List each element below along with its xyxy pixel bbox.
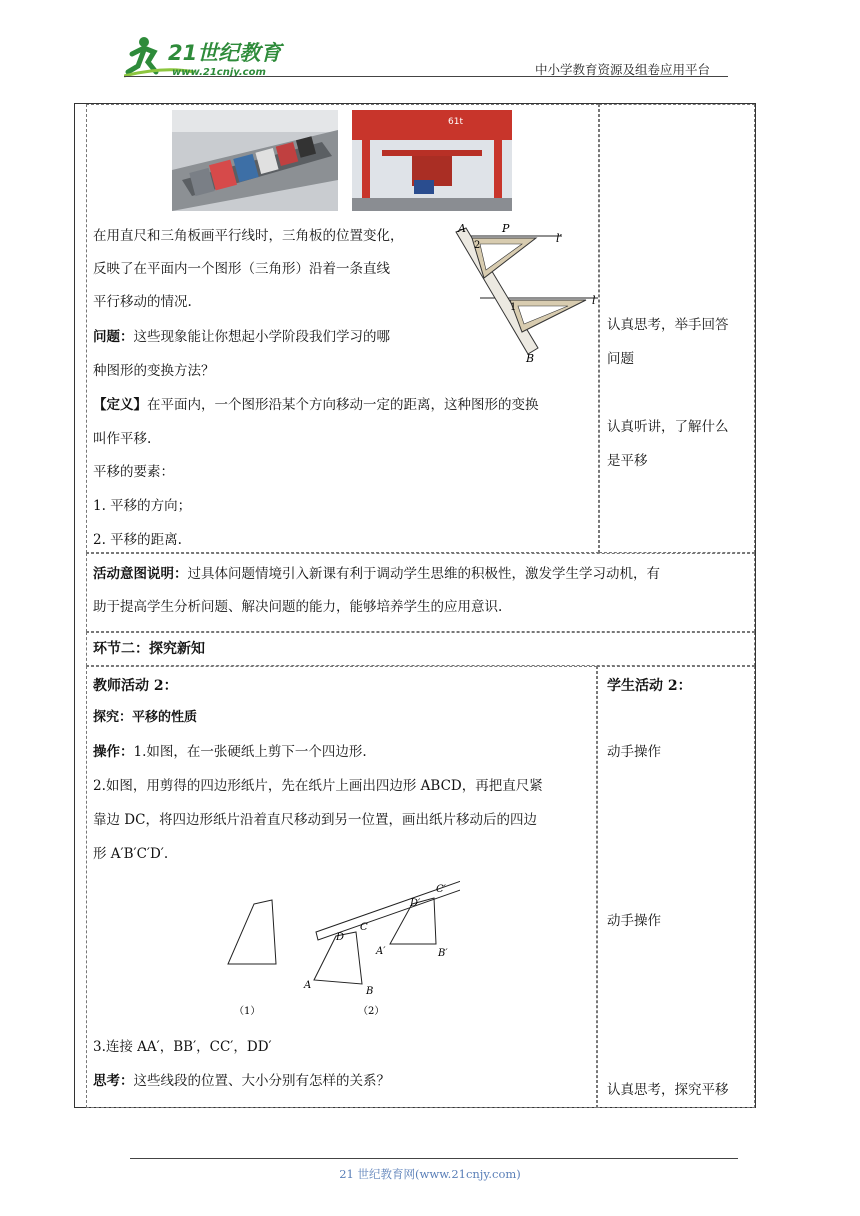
element-item-1: 1. 平移的方向； xyxy=(93,498,192,514)
logo xyxy=(124,32,294,80)
fig-caption-2: （2） xyxy=(358,1006,385,1017)
fig-label-c: C xyxy=(360,922,368,933)
crane-label: 61t xyxy=(448,117,463,127)
stage2-title: 环节二：探究新知 xyxy=(93,641,205,657)
step2-line-2: 靠边 DC，将四边形纸片沿着直尺移动到另一位置，画出纸片移动后的四边 xyxy=(93,812,537,828)
step3-line: 3.连接 AA′，BB′，CC′，DD′ xyxy=(93,1039,272,1055)
intro-line-1: 在用直尺和三角板画平行线时，三角板的位置变化， xyxy=(93,228,404,244)
logo-url: www.21cnjy.com xyxy=(172,67,266,78)
think-line: 思考：这些线段的位置、大小分别有怎样的关系？ xyxy=(93,1073,390,1089)
quadrilateral-figure xyxy=(220,876,460,1022)
student2-action-3: 认真思考，探究平移 xyxy=(607,1082,729,1098)
fig-label-a1: A′ xyxy=(376,946,386,957)
step2-line-1: 2.如图，用剪得的四边形纸片，先在纸片上画出四边形 ABCD，再把直尺紧 xyxy=(93,778,543,794)
intro-line-2: 反映了在平面内一个图形（三角形）沿着一条直线 xyxy=(93,261,390,277)
intent-line-1: 活动意图说明：过具体问题情境引入新课有利于调动学生思维的积极性，激发学生学习动机，有 xyxy=(93,566,660,582)
student2-action-2: 动手操作 xyxy=(607,913,661,929)
platform-name: 中小学教育资源及组卷应用平台 xyxy=(535,62,711,77)
label-l: l xyxy=(592,294,596,307)
label-p: P xyxy=(502,222,510,235)
definition-line-2: 叫作平移. xyxy=(93,431,152,447)
student2-title: 学生活动 2： xyxy=(607,678,692,694)
label-a: A xyxy=(458,222,466,235)
teacher2-title: 教师活动 2： xyxy=(93,678,178,694)
fig-label-d: D xyxy=(336,932,345,943)
student1-line-2: 问题 xyxy=(607,351,634,367)
label-2: 2 xyxy=(474,240,481,251)
footer-divider xyxy=(130,1158,738,1159)
student1-line-1: 认真思考，举手回答 xyxy=(607,317,729,333)
intent-line-2: 助于提高学生分析问题、解决问题的能力，能够培养学生的应用意识. xyxy=(93,599,503,615)
fig-label-b1: B′ xyxy=(438,948,448,959)
footer-link[interactable]: 21 世纪教育网(www.21cnjy.com) xyxy=(339,1167,521,1181)
fig-label-a: A xyxy=(304,980,312,991)
label-1: 1 xyxy=(510,302,517,313)
explore-heading: 探究：平移的性质 xyxy=(93,710,198,725)
student1-line-4: 是平移 xyxy=(607,453,648,469)
fig-label-b: B xyxy=(366,986,374,997)
quadrilateral-1 xyxy=(228,900,276,964)
fig-caption-1: （1） xyxy=(234,1006,261,1017)
port-crane-photo xyxy=(352,110,512,211)
question-line-2: 种图形的变换方法？ xyxy=(93,363,215,379)
step2-line-3: 形 A′B′C′D′. xyxy=(93,846,169,862)
elements-heading: 平移的要素： xyxy=(93,464,174,480)
set-square-diagram xyxy=(450,220,600,365)
element-item-2: 2. 平移的距离. xyxy=(93,532,182,548)
question-line-1: 问题：这些现象能让你想起小学阶段我们学习的哪 xyxy=(93,329,390,345)
label-l-prime: l′ xyxy=(556,232,563,245)
intro-line-3: 平行移动的情况. xyxy=(93,294,192,310)
header-divider xyxy=(124,76,728,77)
student1-line-3: 认真听讲，了解什么 xyxy=(607,419,729,435)
student-cell-2 xyxy=(597,666,755,1108)
label-b: B xyxy=(526,352,535,365)
fig-label-c1: C′ xyxy=(436,884,446,895)
fig-label-d1: D′ xyxy=(410,898,421,909)
definition-line-1: 【定义】在平面内，一个图形沿某个方向移动一定的距离，这种图形的变换 xyxy=(93,397,539,413)
baggage-carousel-photo xyxy=(172,110,338,211)
operation-line: 操作：1.如图，在一张硬纸上剪下一个四边形. xyxy=(93,744,367,760)
logo-title: 21世纪教育 xyxy=(168,41,282,65)
student2-action-1: 动手操作 xyxy=(607,744,661,760)
